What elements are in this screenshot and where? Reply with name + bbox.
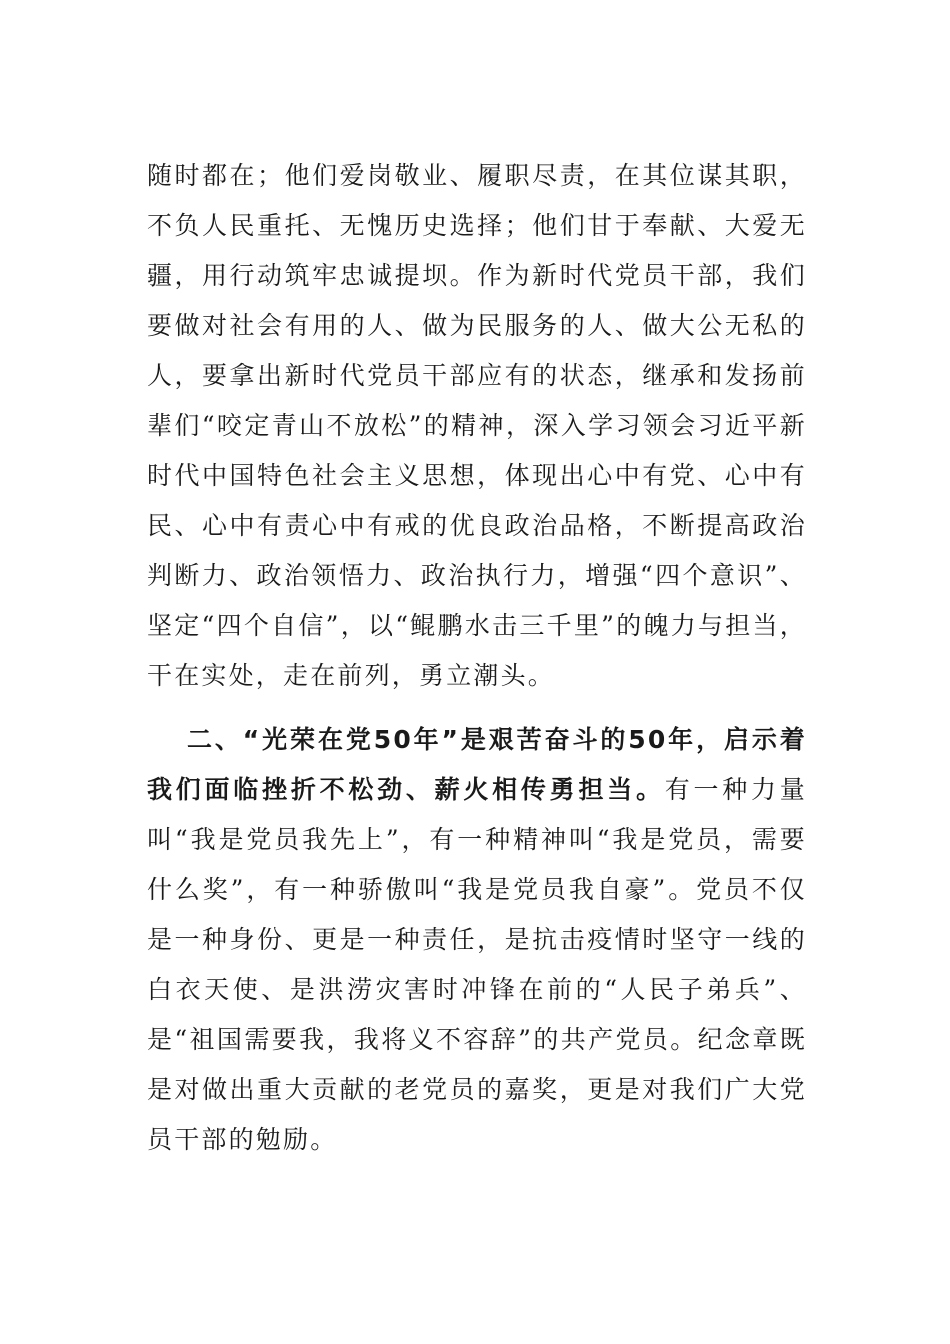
body-paragraph-1: 随时都在；他们爱岗敬业、履职尽责，在其位谋其职，不负人民重托、无愧历史选择；他们甘于奉献、大爱无疆，用行动筑牢忠诚提坝。作为新时代党员干部，我们要做对社会有用的人、做为民服务的人、做大公无私的人，要拿出新时代党员干部应有的状态，继承和发扬前辈们“咬定青山不放松”的精神，深入学习领会习近平新时代中国特色社会主义思想，体现出心中有党、心中有民、心中有责心中有戒的优良政治品格，不断提高政治判断力、政治领悟力、政治执行力，增强“四个意识”、坚定“四个自信”，以“鲲鹏水击三千里”的魄力与担当，干在实处，走在前列，勇立潮头。 xyxy=(147,161,807,690)
section-body-text: 有一种力量叫“我是党员我先上”，有一种精神叫“我是党员，需要什么奖”，有一种骄傲叫“我是党员我自豪”。党员不仅是一种身份、更是一种责任，是抗击疫情时坚守一线的白衣天使、是洪涝灾害时冲锋在前的“人民子弟兵”、是“祖国需要我，我将义不容辞”的共产党员。纪念章既是对做出重大贡献的老党员的嘉奖，更是对我们广大党员干部的勉励。 xyxy=(147,775,807,1154)
body-paragraph-2 xyxy=(147,715,807,1165)
section-heading: 二、“光荣在党50年”是艰苦奋斗的50年，启示着我们面临挫折不松劲、薪火相传勇担当。 xyxy=(147,725,807,804)
